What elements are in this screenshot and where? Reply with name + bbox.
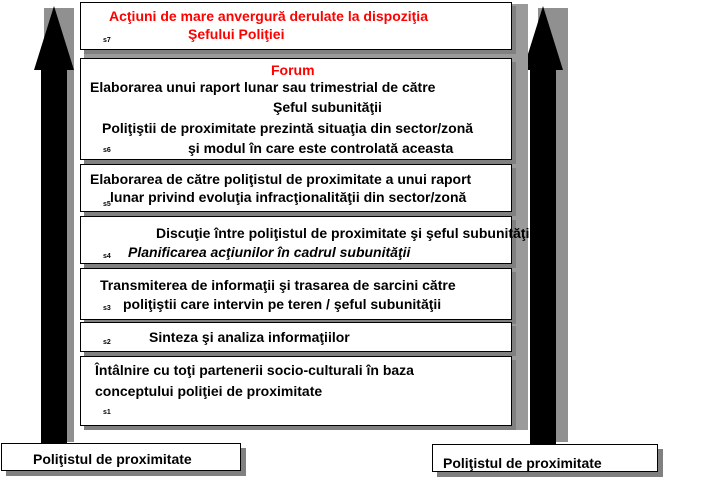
level-s2-line-1: Sinteza şi analiza informaţiilor xyxy=(149,329,350,345)
level-s2-box xyxy=(80,322,512,352)
level-s6-line-4: şi modul în care este controlată aceasta xyxy=(188,140,454,156)
level-s3-tag: s3 xyxy=(103,305,111,312)
level-s6-line-1: Elaborarea unui raport lunar sau trimestrial de către xyxy=(90,79,436,95)
left-actor-label: Poliţistul de proximitate xyxy=(33,451,192,467)
level-s5-line-2: lunar privind evoluţia infracţionalităţii din sector/zonă xyxy=(110,189,467,205)
level-s7-line-2: Şefului Poliţiei xyxy=(188,26,285,42)
left-actor-label-box xyxy=(1,443,241,471)
level-s6-tag: s6 xyxy=(103,147,111,154)
level-s3-box xyxy=(80,268,512,320)
right-actor-label: Poliţistul de proximitate xyxy=(443,455,602,471)
level-s5-box xyxy=(80,164,512,212)
level-s6-line-2: Şeful subunităţii xyxy=(273,99,382,115)
level-s4-tag: s4 xyxy=(103,253,111,260)
level-s7-box xyxy=(80,2,512,50)
level-s5-line-1: Elaborarea de către poliţistul de proximitate a unui raport xyxy=(90,171,472,187)
level-s6-title: Forum xyxy=(271,62,315,78)
level-s1-line-2: conceptului poliţiei de proximitate xyxy=(95,383,323,399)
right-actor-label-box xyxy=(432,444,658,472)
level-s5-tag: s5 xyxy=(103,201,111,208)
level-s7-tag: s7 xyxy=(103,37,111,44)
left-up-arrow xyxy=(30,4,82,444)
level-s4-line-1: Discuţie între poliţistul de proximitate şi şeful subunităţii xyxy=(156,225,534,241)
level-s1-box xyxy=(80,356,512,426)
level-s6-line-3: Poliţiştii de proximitate prezintă situaţia din sector/zonă xyxy=(102,120,474,136)
level-s1-line-1: Întâlnire cu toţi partenerii socio-culturali în baza xyxy=(95,362,414,378)
level-s7-line-1: Acţiuni de mare anvergură derulate la dispoziţia xyxy=(109,8,428,24)
level-s1-tag: s1 xyxy=(103,409,111,416)
level-s3-line-2: poliţiştii care intervin pe teren / şeful subunităţii xyxy=(123,296,442,312)
level-s4-line-2: Planificarea acţiunilor în cadrul subunităţii xyxy=(128,244,411,260)
level-s3-line-1: Transmiterea de informaţii şi trasarea de sarcini către xyxy=(100,277,456,293)
level-s6-box xyxy=(80,58,512,160)
level-s2-tag: s2 xyxy=(103,339,111,346)
level-s4-box xyxy=(80,216,534,264)
